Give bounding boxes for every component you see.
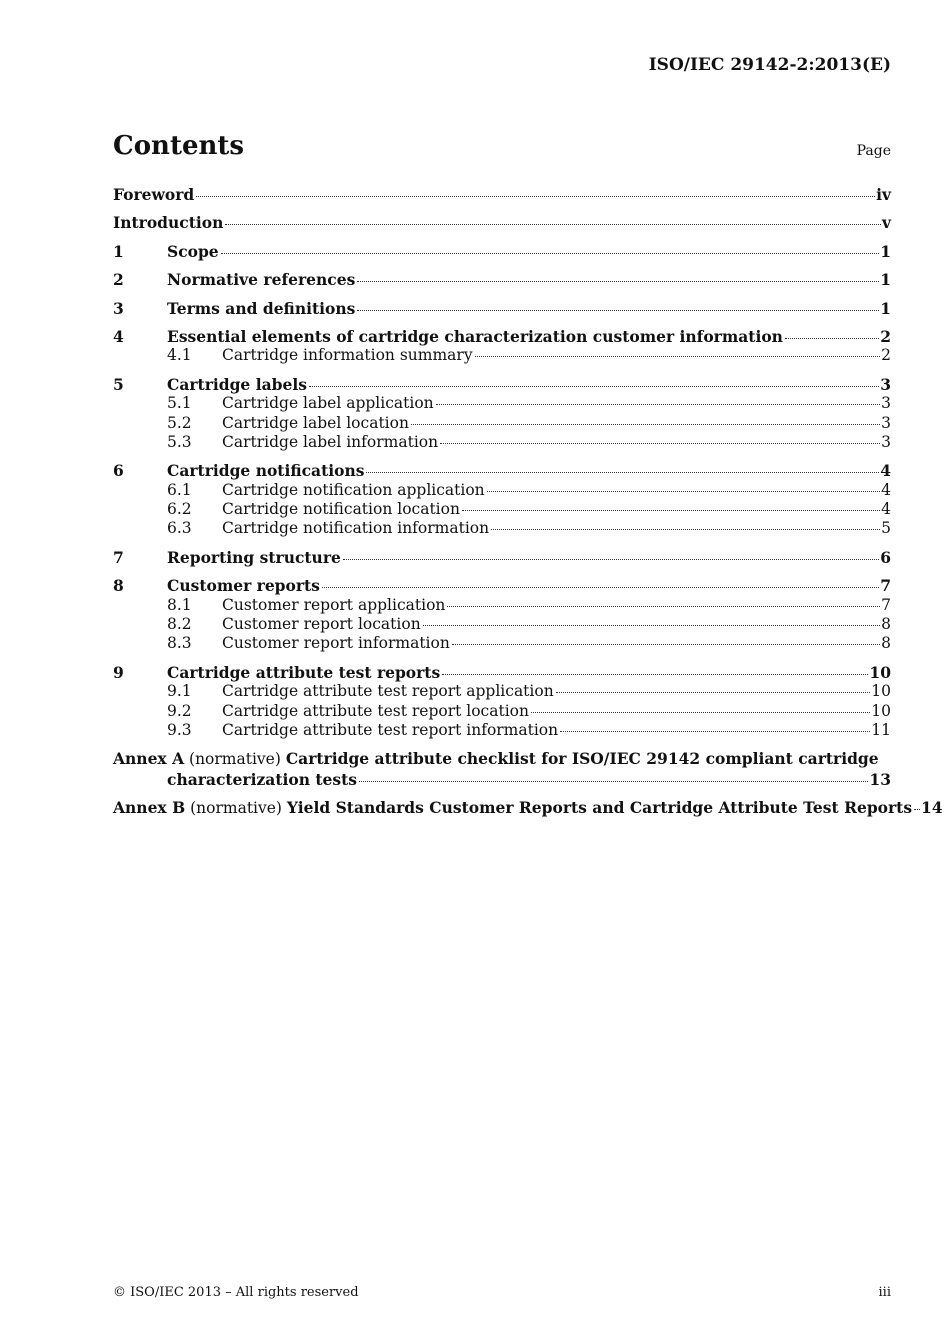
annex-title: Yield Standards Customer Reports and Cartridge Attribute Test Reports (286, 798, 913, 818)
toc-entry-section-9-2[interactable] (113, 702, 891, 721)
toc-page: 5 (881, 519, 891, 538)
toc-page: 7 (880, 576, 891, 596)
toc-title: Cartridge label application (222, 394, 434, 413)
toc-page: 3 (881, 394, 891, 413)
toc-entry-annex-b[interactable] (113, 798, 943, 818)
dot-leader (343, 559, 879, 560)
toc-page: 11 (871, 720, 891, 739)
toc-page: 1 (880, 270, 891, 290)
toc-number: 8.1 (167, 595, 192, 614)
annex-title: Cartridge attribute checklist for ISO/IEC 29142 compliant cartridge (285, 749, 879, 769)
dot-leader (914, 809, 920, 810)
toc-title: Cartridge information summary (222, 346, 473, 365)
dot-leader (309, 386, 879, 387)
dot-leader (221, 253, 880, 254)
dot-leader (322, 587, 879, 588)
toc-title: Cartridge labels (167, 374, 307, 394)
toc-page: 1 (880, 241, 891, 261)
dot-leader (560, 731, 870, 732)
toc-page: 3 (880, 374, 891, 394)
page-number: iii (878, 1285, 891, 1300)
dot-leader (531, 712, 870, 713)
toc-entry-section-5-3[interactable] (113, 433, 891, 452)
dot-leader (436, 404, 880, 405)
toc-title: Cartridge attribute test reports (167, 662, 441, 682)
toc-entry-section-6[interactable] (113, 461, 891, 480)
toc-entry-section-4-1[interactable] (113, 346, 891, 365)
toc-page: 8 (881, 634, 891, 653)
toc-title: Cartridge notification application (222, 480, 485, 499)
toc-number: 8.3 (167, 634, 192, 653)
toc-number: 7 (113, 547, 124, 567)
toc-page: 4 (881, 480, 891, 499)
toc-title: Customer reports (167, 576, 320, 596)
toc-number: 3 (113, 298, 124, 318)
toc-title: Scope (167, 241, 219, 261)
toc-entry-introduction[interactable] (113, 213, 891, 232)
dot-leader (411, 424, 880, 425)
toc-title: Terms and definitions (167, 298, 356, 318)
annex-label: Annex B (113, 798, 186, 818)
dot-leader (357, 310, 879, 311)
toc-title: Cartridge attribute test report application (222, 682, 554, 701)
toc-title: Essential elements of cartridge characterization customer information (167, 326, 783, 346)
page-footer (113, 1285, 891, 1300)
toc-number: 6 (113, 461, 124, 481)
toc-entry-section-7[interactable] (113, 548, 891, 567)
toc-number: 6.2 (167, 500, 192, 519)
annex-label: Annex A (113, 749, 185, 769)
dot-leader (491, 529, 880, 530)
toc-entry-section-5-1[interactable] (113, 394, 891, 413)
toc-number: 9.3 (167, 720, 192, 739)
toc-number: 6.1 (167, 480, 192, 499)
toc-title: Reporting structure (167, 547, 341, 567)
toc-page: iv (876, 185, 891, 204)
annex-title-continued: characterization tests (167, 769, 358, 789)
dot-leader (440, 443, 880, 444)
toc-entry-section-9[interactable] (113, 663, 891, 682)
toc-page: 2 (880, 326, 891, 346)
toc-page: 10 (871, 682, 891, 701)
toc-page: 1 (880, 298, 891, 318)
dot-leader (225, 224, 881, 225)
toc-entry-section-3[interactable] (113, 299, 891, 318)
contents-title: Contents (113, 131, 245, 161)
toc-entry-foreword[interactable] (113, 185, 891, 204)
dot-leader (475, 356, 881, 357)
toc-page: 3 (881, 432, 891, 451)
toc-number: 8 (113, 576, 124, 596)
toc-number: 5.3 (167, 432, 192, 451)
toc-entry-section-8[interactable] (113, 576, 891, 595)
toc-page: 7 (881, 595, 891, 614)
toc-title: Customer report information (222, 634, 450, 653)
toc-number: 5.2 (167, 413, 192, 432)
toc-entry-annex-a[interactable] (113, 749, 891, 789)
toc-title: Cartridge notifications (167, 461, 365, 481)
toc-title: Cartridge notification information (222, 519, 490, 538)
toc-title: Customer report application (222, 595, 446, 614)
toc-page: 10 (871, 701, 891, 720)
dot-leader (785, 338, 879, 339)
toc-entry-section-9-1[interactable] (113, 682, 891, 701)
toc-title: Cartridge label information (222, 432, 439, 451)
dot-leader (442, 674, 868, 675)
toc-number: 8.2 (167, 615, 192, 634)
toc-number: 5 (113, 374, 124, 394)
toc-page: 6 (880, 547, 891, 567)
toc-title: Normative references (167, 270, 356, 290)
toc-number: 2 (113, 270, 124, 290)
toc-entry-section-5-2[interactable] (113, 414, 891, 433)
toc-number: 9.1 (167, 682, 192, 701)
toc-number: 1 (113, 241, 124, 261)
annex-type: (normative) (190, 799, 282, 818)
toc-number: 5.1 (167, 394, 192, 413)
toc-entry-section-9-3[interactable] (113, 721, 891, 740)
toc-number: 9 (113, 662, 124, 682)
toc-number: 4 (113, 326, 124, 346)
dot-leader (196, 196, 875, 197)
dot-leader (366, 472, 879, 473)
dot-leader (556, 692, 871, 693)
toc-entry-section-1[interactable] (113, 242, 891, 261)
toc-entry-section-6-3[interactable] (113, 519, 891, 538)
annex-type: (normative) (189, 750, 281, 769)
toc-title: Cartridge attribute test report information (222, 720, 559, 739)
dot-leader (357, 281, 879, 282)
toc-page: 2 (881, 346, 891, 365)
toc-title: Introduction (113, 213, 224, 233)
toc-entry-section-5[interactable] (113, 375, 891, 394)
toc-entry-section-2[interactable] (113, 270, 891, 289)
toc-page: 8 (881, 615, 891, 634)
toc-title: Cartridge label location (222, 413, 409, 432)
toc-page: 13 (869, 769, 891, 789)
copyright-notice: © ISO/IEC 2013 – All rights reserved (113, 1285, 359, 1300)
table-of-contents (113, 185, 943, 818)
toc-title: Customer report location (222, 615, 421, 634)
toc-entry-section-8-3[interactable] (113, 634, 891, 653)
toc-title: Cartridge attribute test report location (222, 701, 529, 720)
toc-page: v (881, 213, 891, 233)
toc-entry-section-8-2[interactable] (113, 615, 891, 634)
toc-entry-section-6-1[interactable] (113, 481, 891, 500)
toc-entry-section-6-2[interactable] (113, 500, 891, 519)
toc-title: Foreword (113, 185, 195, 204)
toc-number: 6.3 (167, 519, 192, 538)
toc-page: 4 (880, 461, 891, 481)
toc-title: Cartridge notification location (222, 500, 460, 519)
dot-leader (359, 781, 868, 782)
dot-leader (487, 491, 880, 492)
page-column-label: Page (856, 143, 891, 159)
document-id: ISO/IEC 29142-2:2013(E) (648, 55, 891, 75)
toc-page: 10 (869, 662, 891, 682)
toc-entry-section-8-1[interactable] (113, 596, 891, 615)
toc-page: 4 (881, 500, 891, 519)
toc-number: 4.1 (167, 346, 192, 365)
dot-leader (462, 510, 880, 511)
dot-leader (423, 625, 880, 626)
dot-leader (447, 606, 880, 607)
toc-page: 3 (881, 413, 891, 432)
toc-page: 14 (921, 798, 943, 818)
toc-entry-section-4[interactable] (113, 327, 891, 346)
toc-number: 9.2 (167, 701, 192, 720)
dot-leader (452, 644, 880, 645)
